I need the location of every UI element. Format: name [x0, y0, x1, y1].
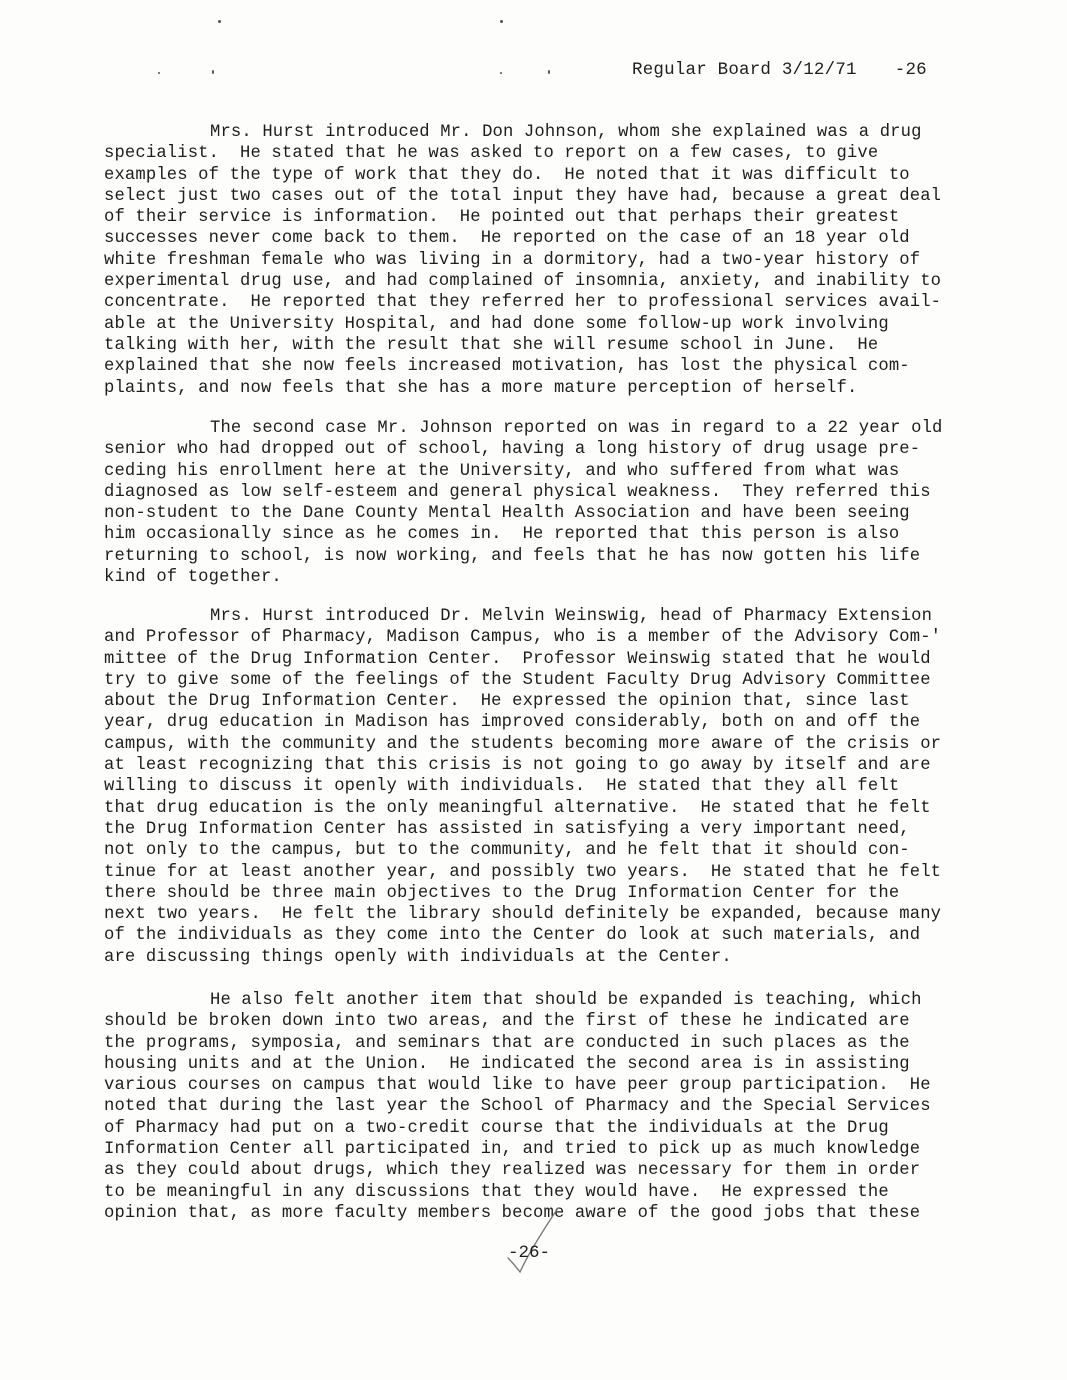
paragraph-teaching-expansion: [104, 990, 964, 1224]
text-line: campus, with the community and the students becoming more aware of the crisis or: [104, 734, 942, 754]
text-line: mittee of the Drug Information Center. Professor Weinswig stated that he would: [104, 649, 931, 669]
text-line: non-student to the Dane County Mental Health Association and have been seeing: [104, 504, 910, 524]
text-line: senior who had dropped out of school, having a long history of drug usage pre-: [104, 440, 921, 460]
text-line: not only to the campus, but to the community, and he felt that it should con-: [104, 841, 910, 861]
scan-speck: [212, 70, 214, 74]
text-line: are discussing things openly with individuals at the Center.: [104, 947, 732, 967]
text-line: white freshman female who was living in a dormitory, had a two-year history of: [104, 250, 921, 270]
text-line: year, drug education in Madison has improved considerably, both on and off the: [104, 713, 921, 733]
text-line: experimental drug use, and had complained of insomnia, anxiety, and inability to: [104, 272, 942, 292]
scan-speck: [500, 72, 502, 74]
text-line: plaints, and now feels that she has a more mature perception of herself.: [104, 378, 858, 398]
scan-speck: [500, 20, 503, 23]
header-page-number: -26: [894, 60, 927, 80]
text-line: able at the University Hospital, and had done some follow-up work involving: [104, 314, 889, 334]
text-line: returning to school, is now working, and feels that he has now gotten his life: [104, 546, 921, 566]
text-line: should be broken down into two areas, and the first of these he indicated are: [104, 1012, 910, 1032]
text-line: and Professor of Pharmacy, Madison Campus, who is a member of the Advisory Com-': [104, 628, 942, 648]
text-line: noted that during the last year the School of Pharmacy and the Special Services: [104, 1097, 931, 1117]
text-line: to be meaningful in any discussions that they would have. He expressed the: [104, 1182, 889, 1202]
text-line: talking with her, with the result that she will resume school in June. He: [104, 335, 879, 355]
scan-speck: [548, 70, 550, 74]
text-line: various courses on campus that would like to have peer group participation. He: [104, 1076, 931, 1096]
text-line: diagnosed as low self-esteem and general physical weakness. They referred this: [104, 482, 931, 502]
text-line: examples of the type of work that they do. He noted that it was difficult to: [104, 165, 910, 185]
text-line: ceding his enrollment here at the University, and who suffered from what was: [104, 461, 900, 481]
paragraph-second-case: [104, 418, 964, 588]
text-line: opinion that, as more faculty members become aware of the good jobs that these: [104, 1203, 921, 1223]
text-line: Mrs. Hurst introduced Mr. Don Johnson, whom she explained was a drug: [210, 123, 922, 142]
text-line: successes never come back to them. He reported on the case of an 18 year old: [104, 229, 910, 249]
scan-speck: [218, 20, 221, 23]
page-header: [632, 60, 927, 80]
text-line: next two years. He felt the library should definitely be expanded, because many: [104, 905, 942, 925]
text-line: He also felt another item that should be expanded is teaching, which: [210, 991, 922, 1010]
text-line: specialist. He stated that he was asked to report on a few cases, to give: [104, 144, 879, 164]
text-line: explained that she now feels increased motivation, has lost the physical com-: [104, 357, 910, 377]
text-line: about the Drug Information Center. He expressed the opinion that, since last: [104, 692, 910, 712]
text-line: as they could about drugs, which they realized was necessary for them in order: [104, 1161, 921, 1181]
text-line: willing to discuss it openly with individuals. He stated that they all felt: [104, 777, 900, 797]
text-line: kind of together.: [104, 568, 282, 588]
text-line: try to give some of the feelings of the Student Faculty Drug Advisory Committee: [104, 670, 931, 690]
text-line: of Pharmacy had put on a two-credit course that the individuals at the Drug: [104, 1118, 889, 1138]
text-line: there should be three main objectives to the Drug Information Center for the: [104, 883, 900, 903]
text-line: that drug education is the only meaningful alternative. He stated that he felt: [104, 798, 931, 818]
text-line: at least recognizing that this crisis is not going to go away by itself and are: [104, 756, 931, 776]
text-line: tinue for at least another year, and possibly two years. He stated that he felt: [104, 862, 942, 882]
text-line: housing units and at the Union. He indicated the second area is in assisting: [104, 1054, 910, 1074]
text-line: The second case Mr. Johnson reported on was in regard to a 22 year old: [210, 419, 943, 438]
handwritten-checkmark-icon: [500, 1206, 560, 1276]
text-line: him occasionally since as he comes in. He reported that this person is also: [104, 525, 900, 545]
paragraph-drug-specialist-report: [104, 122, 964, 399]
page-footer-number: -26-: [508, 1243, 551, 1263]
text-line: of their service is information. He pointed out that perhaps their greatest: [104, 208, 900, 228]
text-line: Mrs. Hurst introduced Dr. Melvin Weinswig, head of Pharmacy Extension: [210, 607, 933, 626]
text-line: concentrate. He reported that they referred her to professional services avail-: [104, 293, 942, 313]
text-line: the Drug Information Center has assisted in satisfying a very important need,: [104, 819, 910, 839]
text-line: Information Center all participated in, and tried to pick up as much knowledge: [104, 1140, 921, 1160]
header-title: Regular Board 3/12/71: [632, 60, 857, 80]
paragraph-weinswig-introduction: [104, 606, 964, 968]
text-line: the programs, symposia, and seminars that are conducted in such places as the: [104, 1033, 910, 1053]
scan-speck: [158, 72, 160, 74]
text-line: select just two cases out of the total input they have had, because a great deal: [104, 186, 942, 206]
text-line: of the individuals as they come into the Center do look at such materials, and: [104, 926, 921, 946]
